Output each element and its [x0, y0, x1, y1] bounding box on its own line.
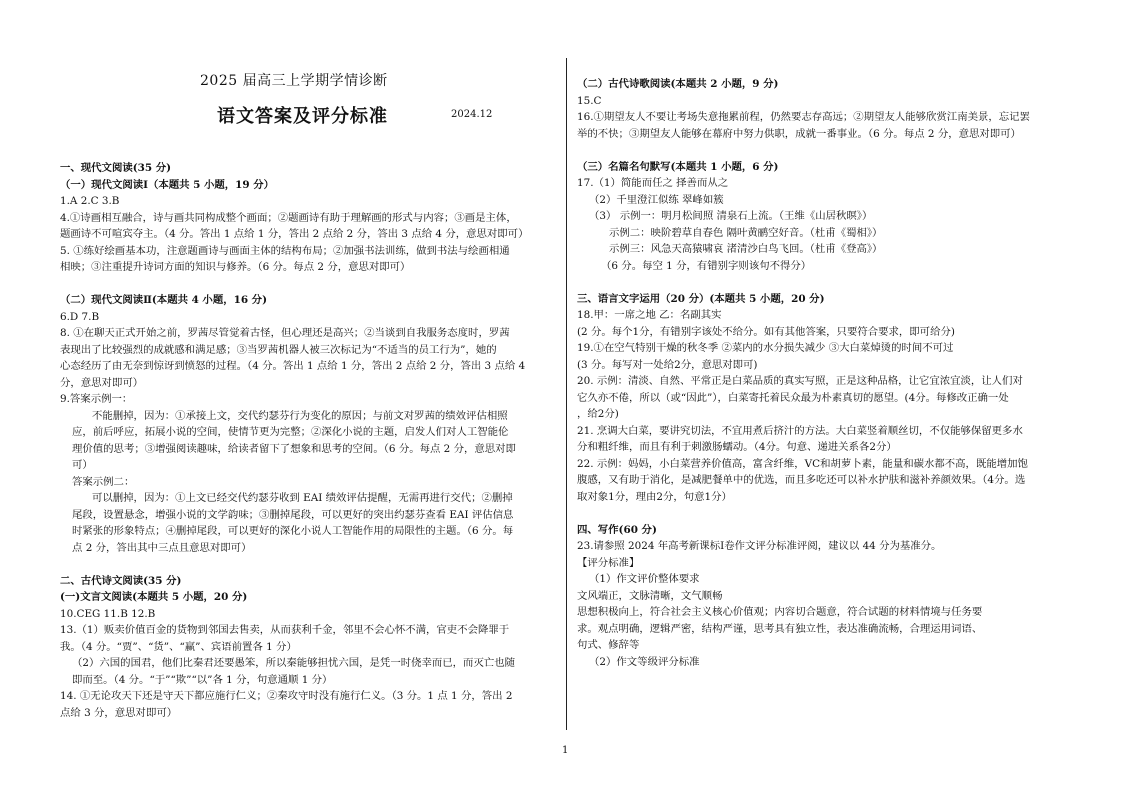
text-line: 20. 示例：清淡、自然、平常正是白菜品质的真实写照，正是这种品格，让它宜浓宜淡，让人们对: [577, 375, 1023, 387]
text-line: 应，前后呼应，拓展小说的空间，使情节更为完整；②深化小说的主题，启发人们对人工智能伦: [72, 426, 509, 438]
text-line: 不能删掉，因为：①承接上文，交代约瑟芬行为变化的原因；与前文对罗茜的绩效评估相照: [92, 409, 508, 422]
text-line: 16.①期望友人不要让考场失意拖累前程，仍然要志存高远；②期望友人能够欣赏江南美景，忘记罢: [577, 111, 1030, 123]
text-line: 示例二：映阶碧草自春色 隔叶黄鹂空好音。（杜甫《蜀相》）: [609, 226, 883, 239]
spacer: [577, 274, 1075, 291]
text-line: 8. ①在聊天正式开始之前，罗茜尽管觉着古怪，但心理还是高兴；②当谈到自我服务态度时，罗茜: [60, 327, 510, 339]
text-line: 文风端正，文脉清晰，文气顺畅: [577, 589, 723, 602]
section-heading: （二）古代诗歌阅读(本题共 2 小题，9 分): [577, 78, 779, 90]
left-column: [60, 160, 554, 721]
text-line: 分，意思对即可）: [60, 376, 144, 389]
text-line: 15.C: [577, 94, 602, 107]
text-line: （3） 示例一：明月松间照 清泉石上流。（王维《山居秋暝》）: [589, 210, 873, 222]
text-line: 答案示例二：: [72, 475, 135, 488]
page-title: 2025 届高三上学期学情诊断: [200, 73, 388, 89]
text-line: （1）作文评价整体要求: [589, 573, 700, 585]
spacer: [577, 505, 1075, 522]
spacer: [60, 556, 554, 573]
text-line: 取对象1分，理由2分，句意1分）: [577, 490, 732, 503]
text-line: 22. 示例：妈妈，小白菜营养价值高，富含纤维，VC和胡萝卜素，能量和碳水都不高，既能增加饱: [577, 457, 1028, 470]
text-line: 1.A 2.C 3.B: [60, 195, 120, 207]
text-line: (3 分。每写对一处给2分，意思对即可): [577, 358, 758, 371]
text-line: 时紧张的形象特点；④删掉尾段，可以更好的深化小说人工智能作用的局限性的主题。（6 分。每: [72, 525, 514, 537]
text-line: 4.①诗画相互融合，诗与画共同构成整个画面；②题画诗有助于理解画的形式与内容；③画是主体，: [60, 211, 517, 224]
text-line: 分和粗纤维，而且有利于刺激肠蠕动。（4分。句意、递进关系各2分）: [577, 441, 897, 453]
section-heading: （三）名篇名句默写(本题共 1 小题，6 分): [577, 160, 779, 173]
text-line: （2）千里澄江似练 翠峰如簇: [589, 193, 724, 206]
text-line: 相映；③注重提升诗词方面的知识与修养。（6 分。每点 2 分，意思对即可）: [60, 261, 411, 273]
text-line: 求。观点明确，逻辑严密，结构严谨，思考具有独立性，表达准确流畅，合理运用词语、: [577, 622, 983, 635]
text-line: 示例三：风急天高猿啸哀 渚清沙白鸟飞回。（杜甫《登高》）: [609, 243, 883, 255]
text-line: （2）作文等级评分标准: [589, 655, 700, 668]
document-subtitle: 语文答案及评分标准: [217, 106, 388, 127]
text-line: 句式、修辞等: [577, 639, 640, 651]
text-line: 6.D 7.B: [60, 310, 100, 323]
text-line: ，给2分): [577, 408, 619, 420]
text-line: 14. ①无论攻天下还是守天下都应施行仁义；②秦攻守时没有施行仁义。（3 分。1 点 1 分，答出 2: [60, 690, 513, 702]
text-line: 题画诗不可喧宾夺主。（4 分。答出 1 点给 1 分，答出 2 点给 2 分，答出 3 点给 4 分，意思对即可）: [60, 228, 529, 240]
text-line: 19.①在空气特别干燥的秋冬季 ②菜内的水分损失减少 ③大白菜焯烫的时间不可过: [577, 342, 954, 354]
text-line: 它久亦不倦，所以（或“因此”），白菜寄托着民众最为朴素真切的愿望。(4分。每修改正确一处: [577, 391, 1009, 404]
section-heading: 三、语言文字运用（20 分）(本题共 5 小题，20 分): [577, 292, 825, 305]
text-line: （2）六国的国君，他们比秦君还要愚笨，所以秦能够担忧六国，是凭一时侥幸而已，而灭亡也随: [72, 657, 516, 669]
text-line: 心态经历了由无奈到惊讶到愤怒的过程。（4 分。答出 1 点给 1 分，答出 2 点给 2 分，答出 3 点给 4: [60, 360, 526, 372]
section-heading: 二、古代诗文阅读(35 分): [60, 574, 182, 587]
text-line: (2 分。每个1分，有错别字该处不给分。如有其他答案，只要符合要求，即可给分): [577, 325, 955, 338]
text-line: 腹感，又有助于消化，是减肥餐单中的优选，而且多吃还可以补水护肤和滋补养颜效果。（4分。选: [577, 474, 1026, 486]
text-line: 23.请参照 2024 年高考新课标Ⅰ卷作文评分标准评阅，建议以 44 分为基准分。: [577, 540, 942, 552]
section-heading: 四、写作(60 分): [577, 523, 657, 536]
text-line: 【评分标准】: [577, 556, 640, 569]
column-divider: [566, 58, 567, 730]
section-heading: 一、现代文阅读(35 分): [60, 162, 172, 174]
page-number: 1: [562, 745, 569, 756]
text-line: 点 2 分，答出其中三点且意思对即可）: [72, 541, 252, 554]
text-line: 17.（1）简能而任之 择善而从之: [577, 177, 729, 189]
section-heading: (一)文言文阅读(本题共 5 小题，20 分): [60, 591, 248, 603]
spacer: [60, 276, 554, 293]
text-line: 18.甲：一席之地 乙：名副其实: [577, 309, 722, 321]
text-line: 思想积极向上，符合社会主义核心价值观；内容切合题意，符合试题的材料情境与任务要: [577, 606, 983, 618]
text-line: 表现出了比较强烈的成就感和满足感；③当罗茜机器人被三次标记为“不适当的员工行为”，她的: [60, 343, 497, 356]
section-heading: （二）现代文阅读Ⅱ(本题共 4 小题，16 分): [60, 294, 267, 306]
text-line: 理价值的思考；③增强阅读趣味，给读者留下了想象和思考的空间。（6 分。每点 2 分，意思对即: [72, 442, 516, 455]
section-heading: （一）现代文阅读Ⅰ（本题共 5 小题，19 分）: [60, 178, 275, 191]
text-line: 13.（1）贩卖价值百金的货物到邻国去售卖，从而获利千金，邻里不会心怀不满，官吏不会降罪于: [60, 624, 510, 636]
text-line: 10.CEG 11.B 12.B: [60, 607, 156, 620]
text-line: 点给 3 分，意思对即可）: [60, 706, 178, 719]
text-line: 我。（4 分。“贾”、“货”、“赢”、宾语前置各 1 分）: [60, 640, 297, 653]
text-line: 尾段，设置悬念，增强小说的文学韵味；③删掉尾段，可以更好的突出约瑟芬查看 EAI 评估信息: [72, 508, 514, 521]
text-line: 9.答案示例一：: [60, 393, 133, 405]
document-date: 2024.12: [451, 109, 493, 120]
spacer: [577, 142, 1075, 159]
text-line: 可）: [72, 459, 93, 471]
text-line: （6 分。每空 1 分，有错别字则该句不得分）: [601, 259, 812, 272]
text-line: 21. 烹调大白菜，要讲究切法，不宜用煮后挤汁的方法。大白菜竖着顺丝切，不仅能够保留更多水: [577, 424, 1023, 437]
text-line: 即而至。（4 分。“于”“欺”“以”各 1 分，句意通顺 1 分）: [72, 673, 333, 686]
right-column: [577, 76, 1075, 670]
text-line: 可以删掉，因为：①上文已经交代约瑟芬收到 EAI 绩效评估提醒，无需再进行交代；②删掉: [92, 492, 513, 504]
text-line: 5. ①练好绘画基本功，注意题画诗与画面主体的结构布局；②加强书法训练，做到书法与绘画相通: [60, 244, 510, 257]
text-line: 举的不快；③期望友人能够在幕府中努力供职，成就一番事业。（6 分。每点 2 分，意思对即可）: [577, 127, 1021, 140]
